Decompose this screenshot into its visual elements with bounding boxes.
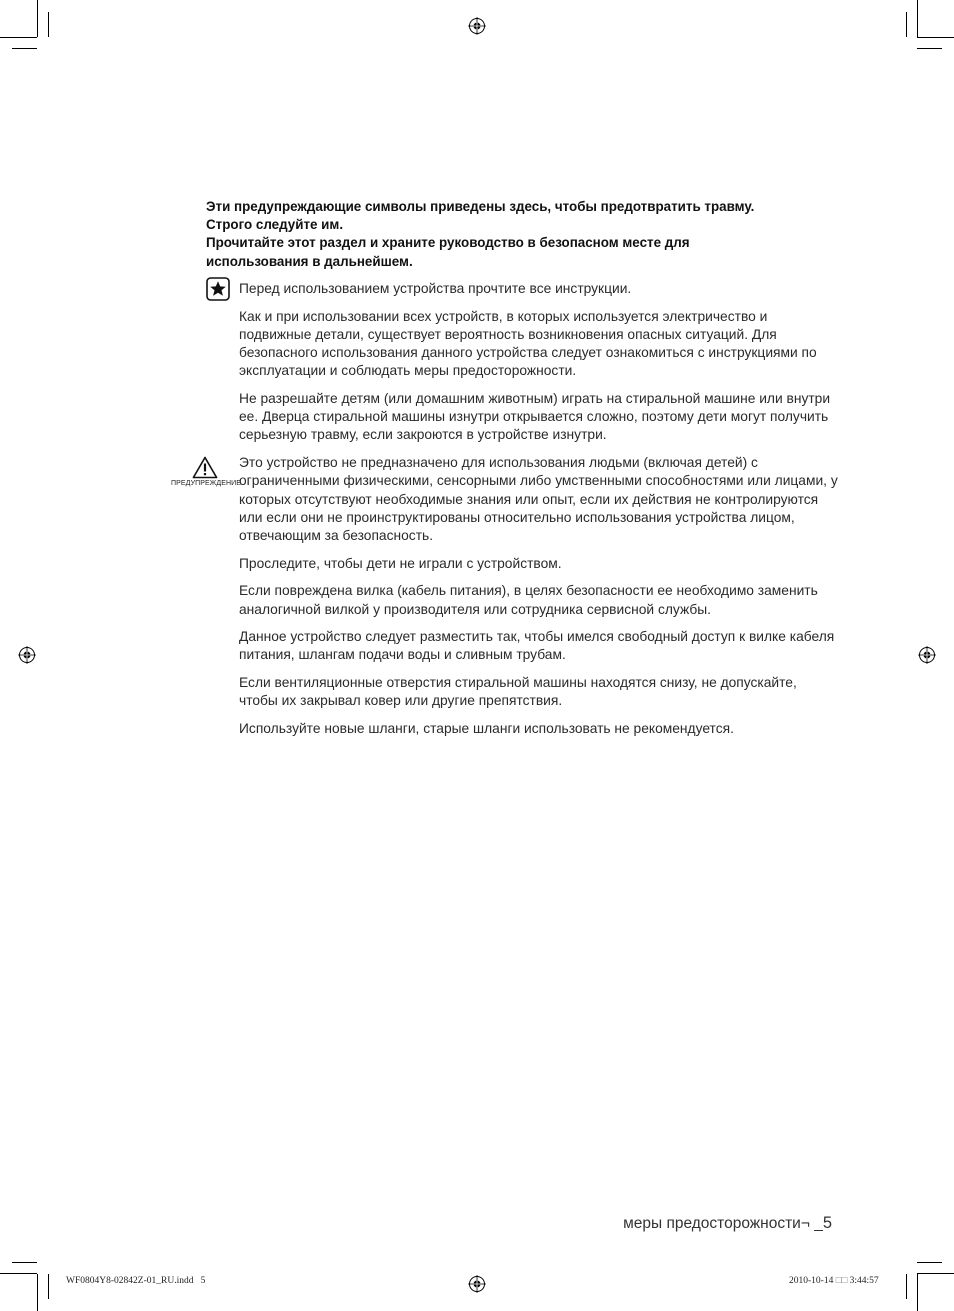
instruction-paragraph: Если вентиляционные отверстия стиральной машины находятся снизу, не допускайте, чтобы их закрывал ковер или другие препятствия. bbox=[239, 675, 797, 709]
registration-mark-icon bbox=[468, 17, 486, 35]
slug-timestamp bbox=[789, 1276, 879, 1286]
intro-line: Эти предупреждающие символы приведены здесь, чтобы предотвратить травму. bbox=[206, 199, 755, 214]
instruction-paragraph: Проследите, чтобы дети не играли с устройством. bbox=[239, 555, 562, 571]
section-title: меры предосторожности¬ _ bbox=[623, 1215, 823, 1232]
star-icon bbox=[206, 277, 230, 301]
registration-mark-icon bbox=[18, 646, 36, 664]
intro-line: Строго следуйте им. bbox=[206, 217, 344, 233]
slug-time-glyphs: □□ bbox=[835, 1276, 848, 1286]
crop-mark bbox=[37, 0, 38, 37]
instruction-paragraph: Если повреждена вилка (кабель питания), в целях безопасности ее необходимо заменить аналогичной вилкой у производителя или сотрудника сервисной службы. bbox=[239, 583, 818, 617]
crop-mark bbox=[917, 48, 942, 49]
crop-mark bbox=[917, 37, 954, 38]
instruction-paragraph: Данное устройство следует разместить так, чтобы имелся свободный доступ к вилке кабеля питания, шлангам подачи воды и сливным трубам. bbox=[239, 629, 835, 663]
instruction-paragraph: Не разрешайте детям (или домашним животным) играть на стиральной машине или внутри ее. Дверца стиральной машины изнутри открывается сложно, поэтому дети могут получить серьезную травму, если закроются в устройстве изнутри. bbox=[239, 391, 831, 443]
crop-mark bbox=[48, 12, 49, 37]
crop-mark bbox=[0, 1273, 37, 1274]
crop-mark bbox=[37, 1274, 38, 1311]
page-footer bbox=[623, 1214, 832, 1233]
intro-warning-text bbox=[206, 198, 826, 271]
slug-date: 2010-10-14 bbox=[789, 1276, 834, 1286]
crop-mark bbox=[906, 1274, 907, 1299]
crop-mark bbox=[906, 12, 907, 37]
crop-mark bbox=[917, 1273, 954, 1274]
registration-mark-icon bbox=[918, 646, 936, 664]
page-number: 5 bbox=[822, 1214, 832, 1232]
warning-label: ПРЕДУПРЕЖДЕНИЕ bbox=[171, 480, 242, 487]
instruction-paragraph: Как и при использовании всех устройств, в которых используется электричество и подвижные детали, существует вероятность возникновения опасных ситуаций. Для безопасного использования данного устройства следует ознакомиться с инструкциями по эксплуатации и соблюдать меры предосторожности. bbox=[239, 308, 817, 379]
instruction-paragraph: Это устройство не предназначено для использования людьми (включая детей) с ограниченными физическими, сенсорными либо умственными способностями или лицами, у которых отсутствуют необходимые знания или опыт, если их действия не контролируются или если они не проинструктированы относительно использования устройства лицом, отвечающим за безопасность. bbox=[239, 455, 838, 543]
registration-mark-icon bbox=[468, 1275, 486, 1293]
slug-filename: WF0804Y8-02842Z-01_RU.indd 5 bbox=[66, 1276, 206, 1286]
crop-mark bbox=[48, 1274, 49, 1299]
intro-line: Прочитайте этот раздел и храните руководство в безопасном месте для bbox=[206, 235, 690, 251]
crop-mark bbox=[12, 48, 37, 49]
crop-mark bbox=[917, 1274, 918, 1311]
instruction-paragraph: Перед использованием устройства прочтите все инструкции. bbox=[239, 281, 632, 296]
crop-mark bbox=[12, 1262, 37, 1263]
safety-instructions bbox=[239, 280, 839, 748]
instruction-paragraph: Используйте новые шланги, старые шланги использовать не рекомендуется. bbox=[239, 721, 734, 737]
crop-mark bbox=[0, 37, 37, 38]
intro-line: использования в дальнейшем. bbox=[206, 253, 413, 269]
warning-triangle-icon bbox=[192, 456, 218, 479]
slug-time: 3:44:57 bbox=[849, 1276, 879, 1286]
crop-mark bbox=[917, 1262, 942, 1263]
crop-mark bbox=[917, 0, 918, 37]
